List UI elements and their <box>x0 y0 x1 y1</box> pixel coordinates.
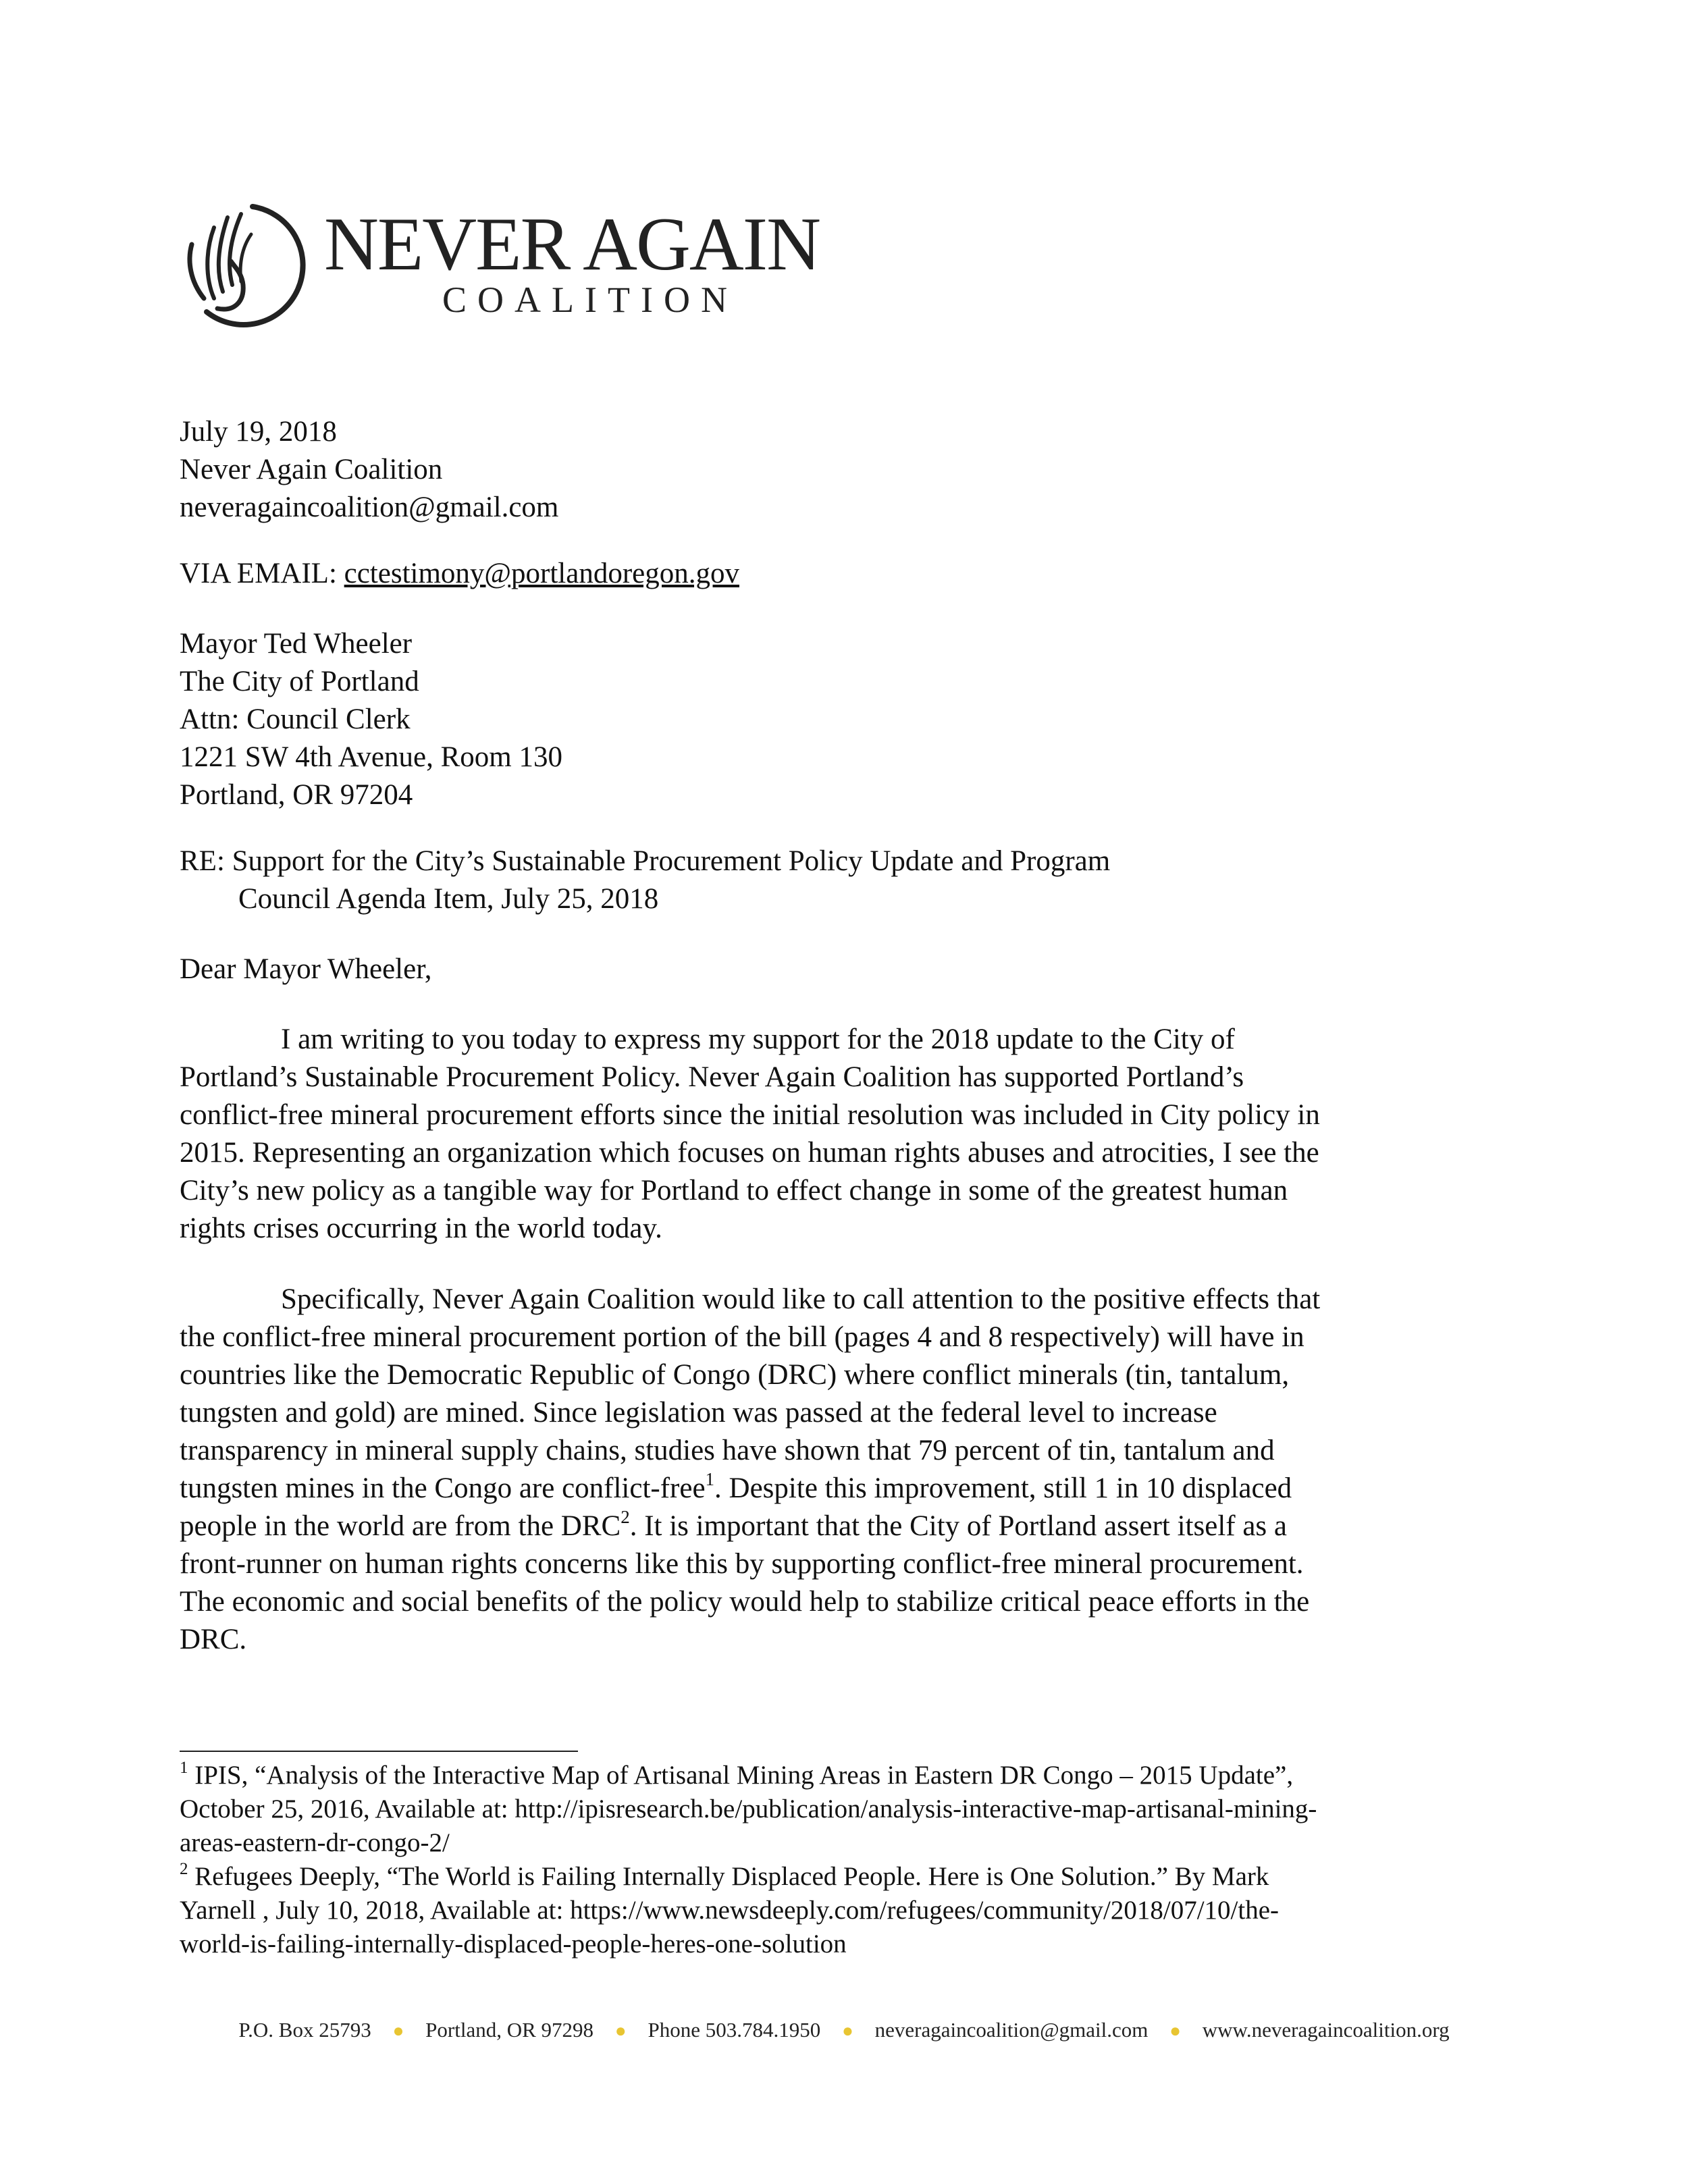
footer-separator-dot-icon: ● <box>392 2021 404 2042</box>
footnote-1-line <box>180 1759 1510 1792</box>
footnote-1-url-line[interactable]: October 25, 2016, Available at: http://ipisresearch.be/publication/analysis-interactive-map-artisanal-mining- <box>180 1794 1317 1823</box>
recipient-line: 1221 SW 4th Avenue, Room 130 <box>180 741 562 773</box>
footnote-2-line[interactable]: Yarnell , July 10, 2018, Available at: https://www.newsdeeply.com/refugees/community/2018/07/10/the- <box>180 1896 1280 1925</box>
hand-in-circle-logo-icon <box>177 197 312 332</box>
org-name: NEVER AGAIN <box>324 203 820 286</box>
via-label: VIA EMAIL: <box>180 558 344 589</box>
paragraph-line: City’s new policy as a tangible way for Portland to effect change in some of the greatest human <box>180 1175 1288 1206</box>
paragraph-line: DRC. <box>180 1624 247 1655</box>
sender-block <box>180 413 1510 527</box>
footnotes <box>180 1759 1510 1961</box>
paragraph-text: . Despite this improvement, still 1 in 10 displaced <box>714 1472 1292 1504</box>
footnote-mark-2: 2 <box>180 1860 188 1878</box>
subject-block <box>180 843 1510 918</box>
footnote-2-url-line[interactable]: world-is-failing-internally-displaced-people-heres-one-solution <box>180 1929 847 1959</box>
footnote-ref-2[interactable]: 2 <box>621 1507 630 1527</box>
salutation-text: Dear Mayor Wheeler, <box>180 953 432 985</box>
via-email-line <box>180 555 1510 593</box>
footnote-text: Refugees Deeply, “The World is Failing Internally Displaced People. Here is One Solution.” By Mark <box>188 1862 1269 1891</box>
sender-name: Never Again Coalition <box>180 454 443 485</box>
recipient-line: Portland, OR 97204 <box>180 779 413 811</box>
recipient-line: Attn: Council Clerk <box>180 703 411 735</box>
footnote-text: IPIS, “Analysis of the Interactive Map of Artisanal Mining Areas in Eastern DR Congo – 2015 Update”, <box>188 1761 1294 1790</box>
recipient-line: The City of Portland <box>180 666 419 697</box>
paragraph-line: tungsten and gold) are mined. Since legislation was passed at the federal level to increase <box>180 1397 1217 1429</box>
salutation <box>180 951 1510 988</box>
footer-website[interactable]: www.neveragaincoalition.org <box>1202 2018 1450 2042</box>
org-subtitle: COALITION <box>442 279 738 320</box>
via-email-link[interactable]: cctestimony@portlandoregon.gov <box>344 558 739 589</box>
paragraph-line <box>180 1470 1510 1508</box>
footnote-2-line <box>180 1860 1510 1894</box>
sender-email: neveragaincoalition@gmail.com <box>180 491 559 523</box>
paragraph-line: transparency in mineral supply chains, studies have shown that 79 percent of tin, tantalum and <box>180 1435 1275 1466</box>
paragraph-text: tungsten mines in the Congo are conflict-free <box>180 1472 706 1504</box>
footnote-mark-1: 1 <box>180 1759 188 1777</box>
recipient-line: Mayor Ted Wheeler <box>180 628 413 660</box>
paragraph-line: rights crises occurring in the world today. <box>180 1213 662 1244</box>
paragraph-2 <box>180 1281 1510 1659</box>
paragraph-line: countries like the Democratic Republic of Congo (DRC) where conflict minerals (tin, tantalum, <box>180 1359 1290 1391</box>
letterhead-logo <box>177 197 866 339</box>
footer-city: Portland, OR 97298 <box>425 2018 594 2042</box>
paragraph-text: people in the world are from the DRC <box>180 1510 621 1542</box>
paragraph-line: The economic and social benefits of the policy would help to stabilize critical peace efforts in the <box>180 1586 1310 1618</box>
footnote-ref-1[interactable]: 1 <box>705 1469 715 1489</box>
footer-separator-dot-icon: ● <box>841 2021 853 2042</box>
footer-separator-dot-icon: ● <box>614 2021 627 2042</box>
paragraph-line: conflict-free mineral procurement efforts since the initial resolution was included in City policy in <box>180 1099 1320 1131</box>
footer-phone: Phone 503.784.1950 <box>648 2018 821 2042</box>
footnote-1-url-line[interactable]: areas-eastern-dr-congo-2/ <box>180 1828 450 1857</box>
paragraph-line: 2015. Representing an organization which focuses on human rights abuses and atrocities, I see the <box>180 1137 1319 1169</box>
paragraph-text: . It is important that the City of Portland assert itself as a <box>629 1510 1287 1542</box>
paragraph-1 <box>180 1021 1510 1248</box>
paragraph-line: front-runner on human rights concerns like this by supporting conflict-free mineral procurement. <box>180 1548 1304 1580</box>
footer-separator-dot-icon: ● <box>1169 2021 1182 2042</box>
letter-footer <box>0 2017 1688 2045</box>
footnote-divider <box>180 1751 578 1752</box>
footer-po-box: P.O. Box 25793 <box>238 2018 371 2042</box>
paragraph-line: the conflict-free mineral procurement portion of the bill (pages 4 and 8 respectively) will have in <box>180 1321 1304 1353</box>
letter-date: July 19, 2018 <box>180 416 337 448</box>
footer-email[interactable]: neveragaincoalition@gmail.com <box>874 2018 1149 2042</box>
paragraph-line: I am writing to you today to express my support for the 2018 update to the City of <box>281 1023 1235 1055</box>
subject-line: RE: Support for the City’s Sustainable Procurement Policy Update and Program <box>180 845 1111 877</box>
subject-line-cont: Council Agenda Item, July 25, 2018 <box>238 883 659 915</box>
paragraph-line <box>180 1508 1510 1545</box>
paragraph-line: Specifically, Never Again Coalition would like to call attention to the positive effects that <box>281 1283 1321 1315</box>
paragraph-line: Portland’s Sustainable Procurement Policy. Never Again Coalition has supported Portland’s <box>180 1061 1244 1093</box>
recipient-block <box>180 625 1510 814</box>
